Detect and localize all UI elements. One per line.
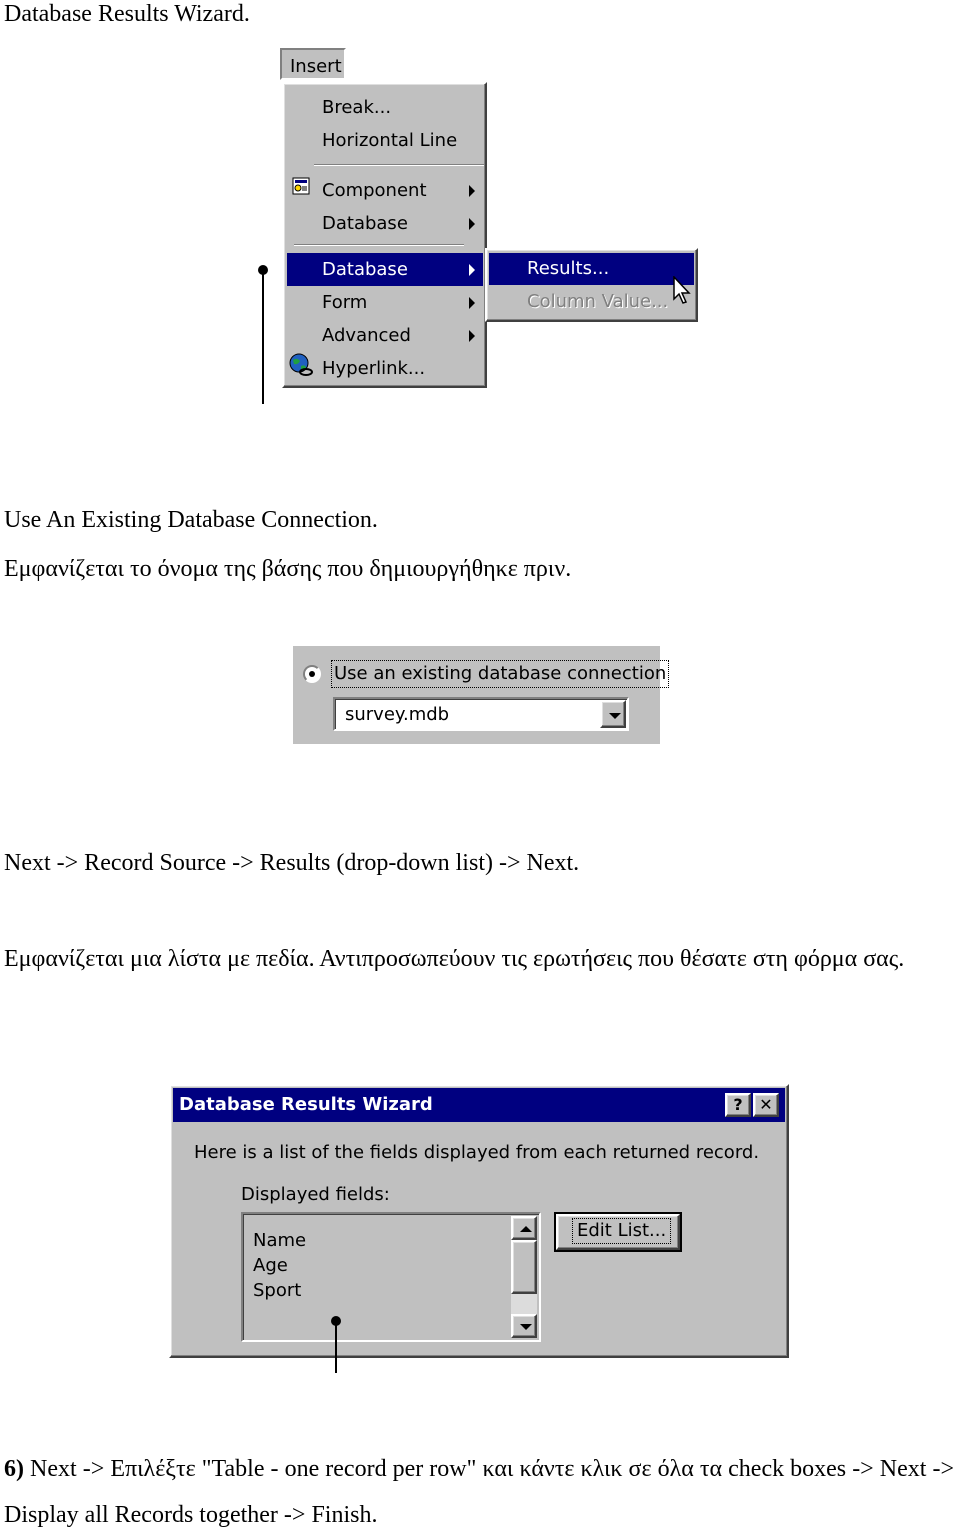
step-6-body: Next -> Επιλέξτε "Table - one record per row" και κάντε κλικ σε όλα τα check boxes -> Next -> Display all Records together -> Finish. — [4, 1456, 954, 1528]
displayed-fields-label: Displayed fields: — [241, 1184, 390, 1205]
connection-panel — [293, 646, 667, 744]
text-db-name-shown: Εμφανίζεται το όνομα της βάσης που δημιουργήθηκε πριν. — [4, 556, 572, 582]
hyperlink-globe-icon — [288, 352, 314, 378]
mouse-cursor-icon — [673, 276, 693, 306]
submenu-arrow-icon — [469, 297, 475, 309]
submenu-item-results[interactable]: Results... — [527, 258, 610, 279]
scroll-thumb[interactable] — [511, 1240, 537, 1294]
menu-separator — [314, 164, 484, 166]
step-number: 6) — [4, 1456, 24, 1482]
vertical-scrollbar[interactable] — [511, 1216, 537, 1338]
menu-insert-label: Insert — [290, 56, 342, 77]
menu-item-component[interactable]: Component — [322, 180, 427, 201]
wizard-dialog — [169, 1084, 789, 1358]
submenu-item-column-value[interactable]: Column Value... — [527, 291, 669, 312]
menu-item-hyperlink[interactable]: Hyperlink... — [322, 358, 426, 379]
component-icon — [290, 176, 312, 196]
menu-item-break[interactable]: Break... — [322, 97, 392, 118]
menu-item-advanced[interactable]: Advanced — [322, 325, 411, 346]
text-next-record-source: Next -> Record Source -> Results (drop-down list) -> Next. — [4, 850, 580, 876]
dropdown-button[interactable] — [600, 700, 626, 728]
help-button[interactable] — [725, 1093, 751, 1117]
list-item[interactable]: Name — [253, 1230, 307, 1251]
wizard-description: Here is a list of the fields displayed from each returned record. — [194, 1142, 760, 1163]
list-item[interactable]: Age — [253, 1255, 288, 1276]
pointer-line — [262, 270, 264, 404]
text-field-list-shown: Εμφανίζεται μια λίστα με πεδία. Αντιπροσωπεύουν τις ερωτήσεις που θέσατε στη φόρμα σας. — [4, 946, 905, 972]
submenu-arrow-icon — [469, 330, 475, 342]
close-button[interactable] — [753, 1093, 779, 1117]
edit-list-button[interactable] — [554, 1212, 682, 1252]
submenu-arrow-icon — [469, 218, 475, 230]
menu-insert[interactable] — [280, 48, 346, 80]
chevron-up-icon — [520, 1226, 532, 1232]
chevron-down-icon — [520, 1324, 532, 1330]
wizard-title: Database Results Wizard — [179, 1094, 433, 1115]
menu-item-horizontal-line[interactable]: Horizontal Line — [322, 130, 458, 151]
chevron-down-icon — [609, 713, 621, 719]
menu-item-database[interactable]: Database — [322, 259, 408, 280]
menu-item-form[interactable]: Form — [322, 292, 368, 313]
text-use-existing: Use An Existing Database Connection. — [4, 507, 378, 533]
submenu-arrow-icon — [469, 264, 475, 276]
displayed-fields-list[interactable] — [241, 1212, 541, 1342]
submenu-arrow-icon — [469, 185, 475, 197]
heading: Database Results Wizard. — [4, 1, 250, 27]
database-select-value: survey.mdb — [345, 704, 450, 725]
wizard-title-bar — [173, 1088, 785, 1122]
existing-connection-label[interactable]: Use an existing database connection — [331, 660, 669, 688]
scroll-down-button[interactable] — [511, 1314, 537, 1338]
scroll-up-button[interactable] — [511, 1216, 537, 1240]
existing-connection-radio[interactable] — [303, 665, 321, 683]
step-6-text — [4, 1446, 954, 1538]
menu-item-database-disabled[interactable]: Database — [322, 213, 408, 234]
database-select[interactable] — [333, 697, 629, 731]
help-icon: ? — [733, 1095, 743, 1114]
database-submenu — [485, 248, 698, 322]
edit-list-label: Edit List... — [572, 1218, 671, 1244]
insert-menu — [282, 82, 487, 388]
list-item[interactable]: Sport — [253, 1280, 302, 1301]
close-icon: ✕ — [759, 1095, 773, 1114]
pointer-line — [335, 1321, 337, 1373]
menu-separator — [294, 244, 464, 246]
